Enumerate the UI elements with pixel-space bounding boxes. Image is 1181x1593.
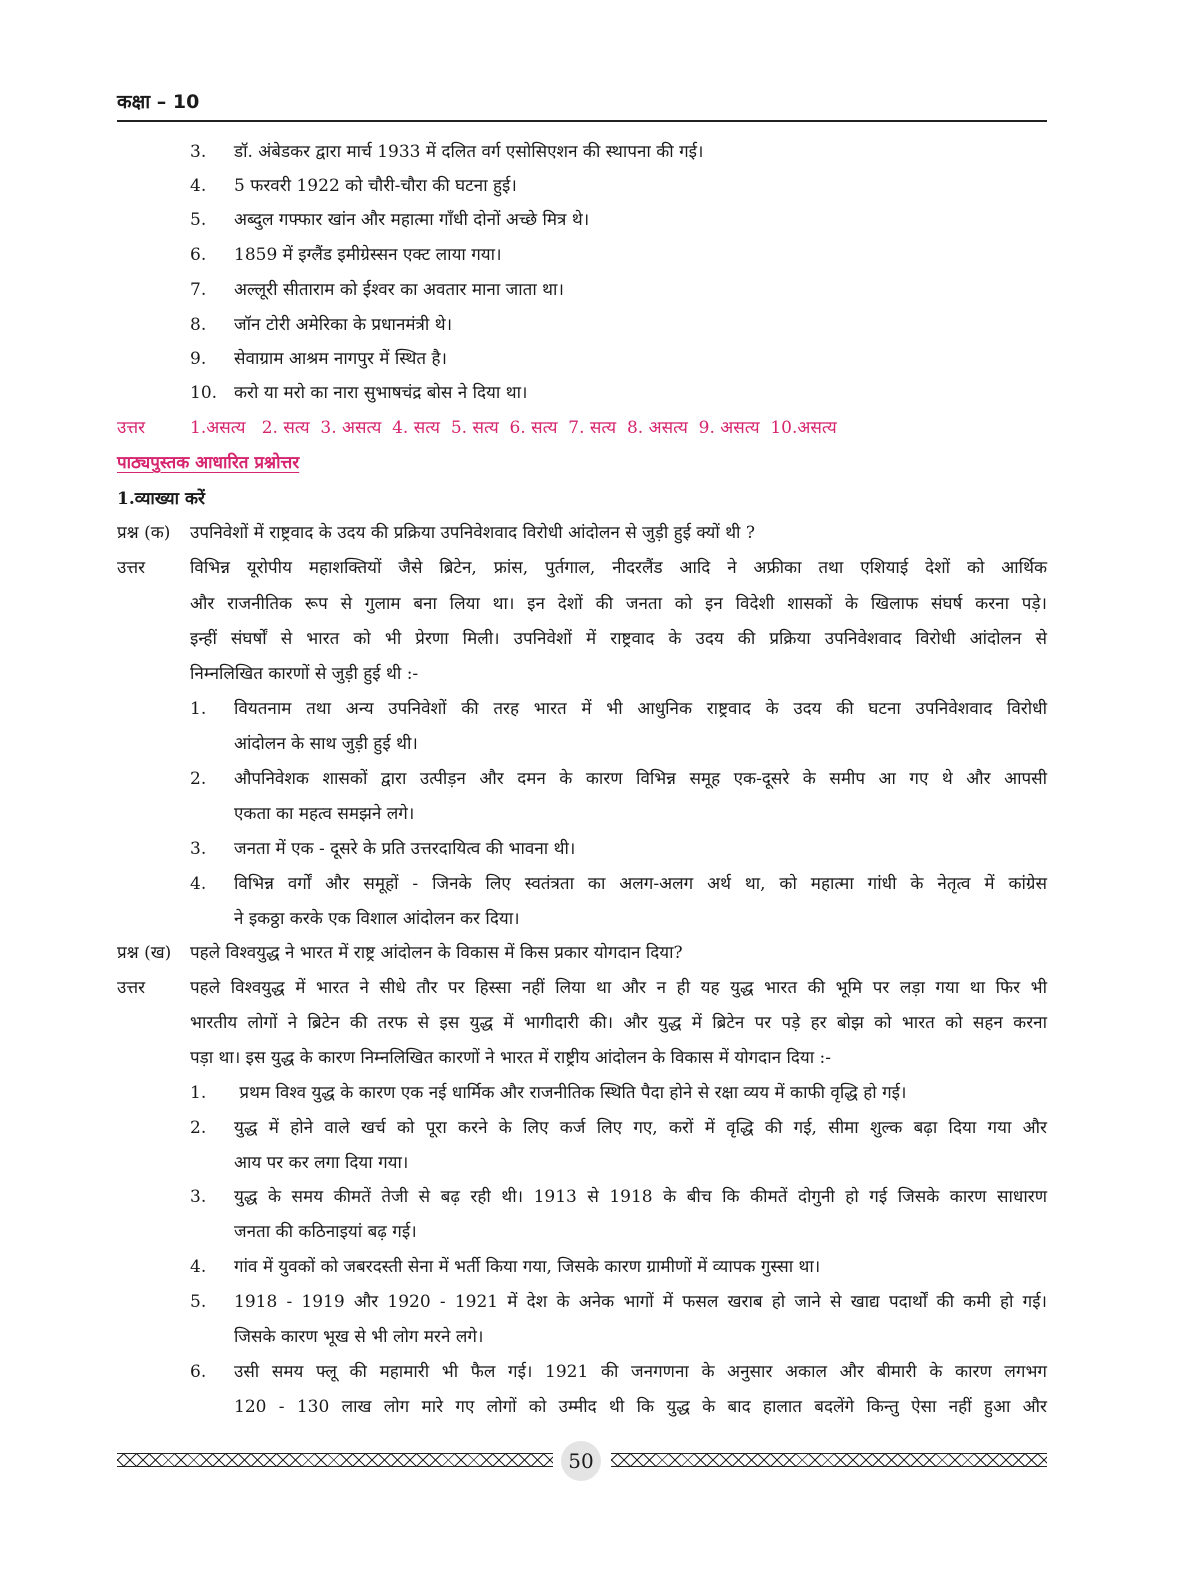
- subsection-title: 1.व्याख्या करें: [117, 489, 205, 509]
- question-text: पहले विश्वयुद्ध ने भारत में राष्ट्र आंदोलन के विकास में किस प्रकार योगदान दिया?: [190, 943, 683, 963]
- point-number: 3.: [190, 1187, 207, 1207]
- answer-label: उत्तर: [117, 978, 146, 998]
- point-number: 4.: [190, 1257, 207, 1277]
- answer-line: विभिन्न यूरोपीय महाशक्तियों जैसे ब्रिटेन, फ्रांस, पुर्तगाल, नीदरलैंड आदि ने अफ्रीका तथा एशियाई देशों को आर्थिक: [190, 558, 1047, 578]
- point-text: एकता का महत्व समझने लगे।: [234, 804, 415, 824]
- point-number: 6.: [190, 1362, 207, 1382]
- point-text: जिसके कारण भूख से भी लोग मरने लगे।: [234, 1327, 484, 1347]
- question-label: प्रश्न (क): [117, 523, 171, 543]
- point-text: युद्ध के समय कीमतें तेजी से बढ़ रही थी। 1913 से 1918 के बीच कि कीमतें दोगुनी हो गई जिसके कारण साधारण: [234, 1187, 1047, 1207]
- point-text: 120 - 130 लाख लोग मारे गए लोगों को उम्मीद थी कि युद्ध के बाद हालात बदलेंगे किन्तु ऐसा नहीं हुआ और: [234, 1397, 1047, 1417]
- point-text: विभिन्न वर्गों और समूहों - जिनके लिए स्वतंत्रता का अलग-अलग अर्थ था, को महात्मा गांधी के नेतृत्व में कांग्रेस: [234, 874, 1047, 894]
- answer-line: पहले विश्वयुद्ध में भारत ने सीधे तौर पर हिस्सा नहीं लिया था और न ही यह युद्ध भारत की भूमि पर लड़ा गया था फिर भी: [190, 978, 1047, 998]
- list-item: डॉ. अंबेडकर द्वारा मार्च 1933 में दलित वर्ग एसोसिएशन की स्थापना की गई।: [234, 142, 704, 162]
- page-header: कक्षा – 10: [117, 91, 200, 113]
- point-text: युद्ध में होने वाले खर्च को पूरा करने के लिए कर्ज लिए गए, करों में वृद्धि की गई, सीमा शुल्क बढ़ा दिया गया और: [234, 1118, 1047, 1138]
- point-number: 3.: [190, 839, 207, 859]
- point-text: जनता की कठिनाइयां बढ़ गई।: [234, 1222, 417, 1242]
- list-item-number: 8.: [190, 315, 207, 335]
- point-number: 5.: [190, 1292, 207, 1312]
- answer-label: उत्तर: [117, 558, 146, 578]
- answer-line: इन्हीं संघर्षों से भारत को भी प्रेरणा मिली। उपनिवेशों में राष्ट्रवाद के उदय की प्रक्रिया उपनिवेशवाद विरोधी आंदोलन से: [190, 629, 1047, 649]
- point-number: 2.: [190, 769, 207, 789]
- answer-label: उत्तर: [117, 418, 146, 438]
- page-number: 50: [561, 1441, 601, 1481]
- question-label: प्रश्न (ख): [117, 943, 172, 963]
- list-item: अब्दुल गफ्फार खांन और महात्मा गाँधी दोनों अच्छे मित्र थे।: [234, 210, 590, 230]
- point-text: 1918 - 1919 और 1920 - 1921 में देश के अनेक भागों में फसल खराब हो जाने से खाद्य पदार्थों की कमी हो गई।: [234, 1292, 1047, 1312]
- header-rule: [117, 120, 1047, 122]
- answer-line: निम्नलिखित कारणों से जुड़ी हुई थी :-: [190, 664, 419, 684]
- point-number: 4.: [190, 874, 207, 894]
- point-text: आंदोलन के साथ जुड़ी हुई थी।: [234, 734, 418, 754]
- list-item: 5 फरवरी 1922 को चौरी-चौरा की घटना हुई।: [234, 176, 517, 196]
- list-item: करो या मरो का नारा सुभाषचंद्र बोस ने दिया था।: [234, 383, 528, 403]
- answer-line: भारतीय लोगों ने ब्रिटेन की तरफ से इस युद्ध में भागीदारी की। और युद्ध में ब्रिटेन पर पड़े हर बोझ को भारत को सहन करना: [190, 1013, 1047, 1033]
- list-item-number: 6.: [190, 245, 207, 265]
- point-text: प्रथम विश्व युद्ध के कारण एक नई धार्मिक और राजनीतिक स्थिति पैदा होने से रक्षा व्यय में काफी वृद्धि हो गई।: [234, 1083, 907, 1103]
- answer-key: 1.असत्य 2. सत्य 3. असत्य 4. सत्य 5. सत्य 6. सत्य 7. सत्य 8. असत्य 9. असत्य 10.असत्य: [190, 418, 837, 438]
- answer-line: पड़ा था। इस युद्ध के कारण निम्नलिखित कारणों ने भारत में राष्ट्रीय आंदोलन के विकास में योगदान दिया :-: [190, 1048, 832, 1068]
- point-text: गांव में युवकों को जबरदस्ती सेना में भर्ती किया गया, जिसके कारण ग्रामीणों में व्यापक गुस्सा था।: [234, 1257, 821, 1277]
- point-number: 2.: [190, 1118, 207, 1138]
- point-text: उसी समय फ्लू की महामारी भी फैल गई। 1921 की जनगणना के अनुसार अकाल और बीमारी के कारण लगभग: [234, 1362, 1047, 1382]
- answer-line: और राजनीतिक रूप से गुलाम बना लिया था। इन देशों की जनता को इन विदेशी शासकों के खिलाफ संघर्ष करना पड़े।: [190, 594, 1047, 614]
- list-item-number: 7.: [190, 280, 207, 300]
- section-title: पाठ्यपुस्तक आधारित प्रश्नोत्तर: [117, 453, 300, 473]
- list-item-number: 10.: [190, 383, 218, 403]
- question-text: उपनिवेशों में राष्ट्रवाद के उदय की प्रक्रिया उपनिवेशवाद विरोधी आंदोलन से जुड़ी हुई क्यों थी ?: [190, 523, 755, 543]
- list-item-number: 4.: [190, 176, 207, 196]
- point-text: औपनिवेशक शासकों द्वारा उत्पीड़न और दमन के कारण विभिन्न समूह एक-दूसरे के समीप आ गए थे और आपसी: [234, 769, 1047, 789]
- footer-chain-left: [117, 1453, 553, 1467]
- list-item-number: 5.: [190, 210, 207, 230]
- list-item-number: 3.: [190, 142, 207, 162]
- point-number: 1.: [190, 699, 207, 719]
- point-text: आय पर कर लगा दिया गया।: [234, 1153, 409, 1173]
- point-text: ने इकठ्ठा करके एक विशाल आंदोलन कर दिया।: [234, 909, 520, 929]
- list-item: जॉन टोरी अमेरिका के प्रधानमंत्री थे।: [234, 315, 453, 335]
- list-item: अल्लूरी सीताराम को ईश्वर का अवतार माना जाता था।: [234, 280, 564, 300]
- footer-chain-right: [611, 1453, 1047, 1467]
- list-item-number: 9.: [190, 349, 207, 369]
- point-number: 1.: [190, 1083, 207, 1103]
- point-text: जनता में एक - दूसरे के प्रति उत्तरदायित्व की भावना थी।: [234, 839, 576, 859]
- point-text: वियतनाम तथा अन्य उपनिवेशों की तरह भारत में भी आधुनिक राष्ट्रवाद के उदय की घटना उपनिवेशवाद विरोधी: [234, 699, 1047, 719]
- list-item: सेवाग्राम आश्रम नागपुर में स्थित है।: [234, 349, 447, 369]
- list-item: 1859 में इग्लैंड इमीग्रेस्सन एक्ट लाया गया।: [234, 245, 502, 265]
